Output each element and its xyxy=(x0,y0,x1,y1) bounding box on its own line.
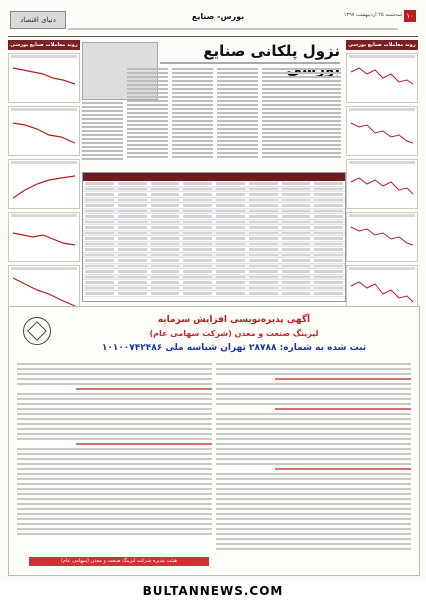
masthead xyxy=(8,8,418,37)
line-chart-graphic xyxy=(349,60,415,99)
masthead-rule xyxy=(68,26,398,32)
line-chart-graphic xyxy=(11,219,77,258)
article-text-column xyxy=(127,68,168,168)
article-text-column xyxy=(172,68,213,168)
line-chart-graphic xyxy=(11,113,77,152)
line-chart-graphic xyxy=(11,60,77,99)
mini-chart xyxy=(346,53,418,103)
industry-data-table xyxy=(82,172,346,302)
mini-chart xyxy=(8,159,80,209)
line-chart-graphic xyxy=(349,219,415,258)
table-row xyxy=(83,291,345,297)
mini-chart xyxy=(346,159,418,209)
notice-title: آگهی پذیره‌نویسی افزایش سرمایه xyxy=(157,315,311,325)
notice-registration: ثبت شده به شماره: ۲۸۷۸۸ تهران شناسه ملی ۱۰۱۰۰۷۴۲۴۸۶ xyxy=(101,343,367,353)
capital-increase-notice xyxy=(8,306,420,576)
line-chart-graphic xyxy=(11,166,77,205)
page-number: ۱۰ xyxy=(404,10,416,22)
notice-footer: هیئت مدیره شرکت لیزینگ صنعت و معدن (سهامی عام) xyxy=(29,557,209,566)
article-text-column xyxy=(300,68,341,168)
mini-chart xyxy=(8,212,80,262)
notice-text-left xyxy=(17,363,212,563)
left-chart-column xyxy=(8,40,80,300)
line-chart-graphic xyxy=(349,166,415,205)
article-text-column xyxy=(82,102,123,168)
left-column-title: روند معاملات صنایع بورسی xyxy=(8,40,80,50)
mini-chart xyxy=(8,106,80,156)
issue-date: سه‌شنبه ۲۵ اردیبهشت ۱۳۹۷ xyxy=(343,12,402,18)
right-column-title: روند معاملات صنایع بورسی xyxy=(346,40,418,50)
notice-company: لیزینگ صنعت و معدن (شرکت سهامی عام) xyxy=(149,329,319,338)
article-text-column xyxy=(217,68,258,168)
line-chart-graphic xyxy=(349,113,415,152)
headline-rule xyxy=(160,62,340,64)
company-logo-icon xyxy=(23,317,51,345)
table-header xyxy=(83,173,345,181)
mini-chart xyxy=(346,106,418,156)
article-headline: نزول پلکانی صنایع xyxy=(203,42,340,60)
notice-text-right xyxy=(216,363,411,563)
mini-chart xyxy=(346,212,418,262)
newspaper-logo: دنیای اقتصاد xyxy=(10,11,66,29)
right-chart-column xyxy=(346,40,418,300)
section-title: بورس- صنایع xyxy=(191,12,245,21)
site-watermark: BULTANNEWS.COM xyxy=(0,582,426,600)
mini-chart xyxy=(8,53,80,103)
article-text-column xyxy=(262,68,303,168)
